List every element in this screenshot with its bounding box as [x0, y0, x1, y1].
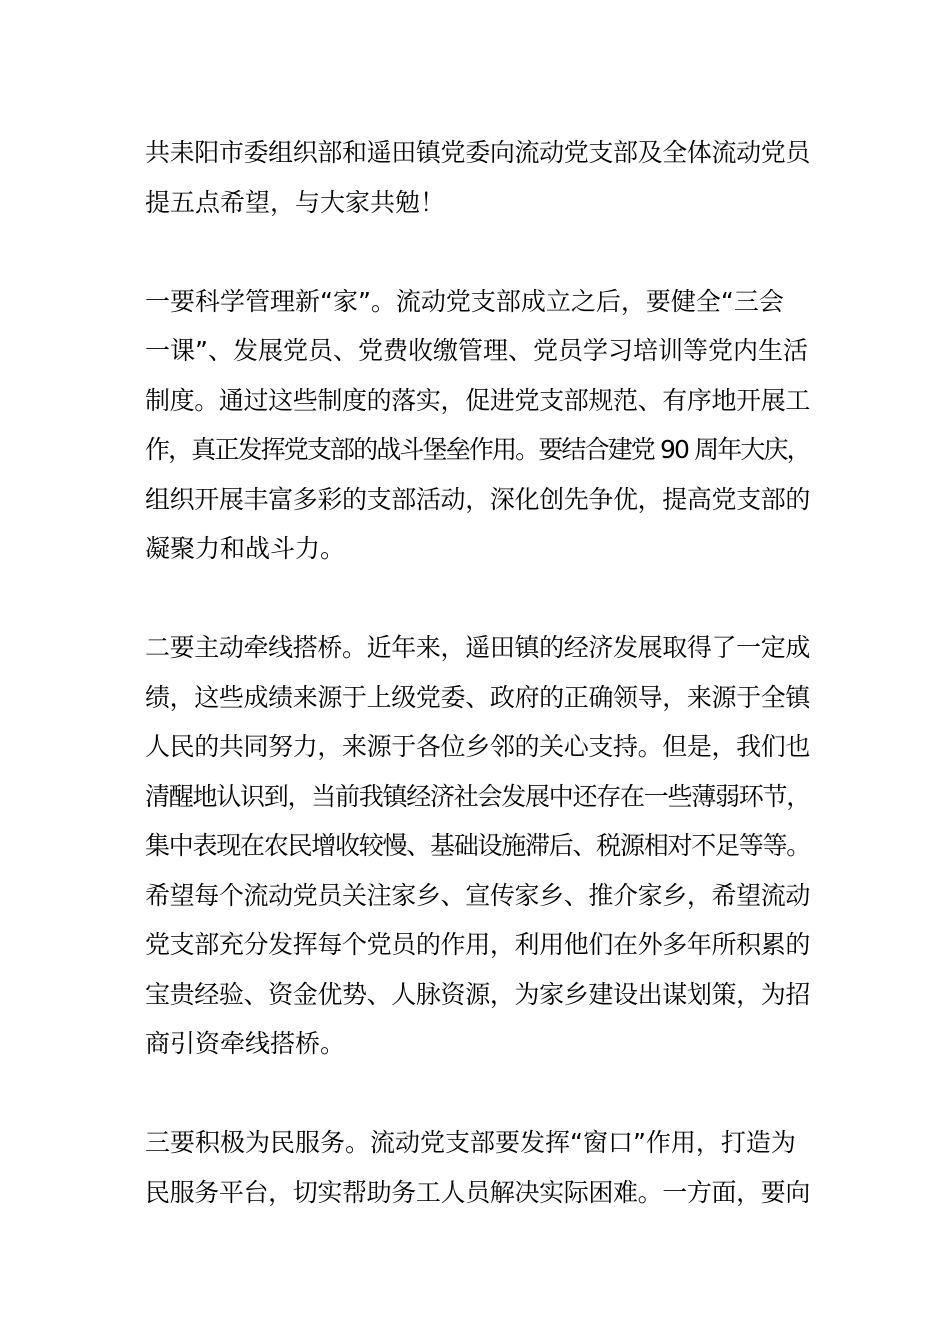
text-line: 宝贵经验、资金优势、人脉资源，为家乡建设出谋划策，为招	[145, 979, 811, 1009]
text-line: 凝聚力和战斗力。	[145, 534, 346, 563]
text-line: 作，真正发挥党支部的战斗堡垒作用。要结合建党 90 周年大庆，	[145, 435, 810, 464]
document-body	[145, 128, 810, 1267]
paragraph-intro	[145, 128, 810, 227]
text-line: 希望每个流动党员关注家乡、宣传家乡、推介家乡，希望流动	[145, 880, 811, 910]
text-line: 一课”、发展党员、党费收缴管理、党员学习培训等党内生活	[145, 336, 808, 365]
paragraph-point-two	[145, 623, 810, 1069]
text-line: 党支部充分发挥每个党员的作用，利用他们在外多年所积累的	[145, 930, 811, 959]
text-line: 集中表现在农民增收较慢、基础设施滞后、税源相对不足等等。	[145, 831, 811, 860]
paragraph-point-one	[145, 277, 810, 574]
text-line: 二要主动牵线搭桥。近年来，遥田镇的经济发展取得了一定成	[145, 633, 811, 662]
paragraph-point-three	[145, 1118, 810, 1217]
text-line: 人民的共同努力，来源于各位乡邻的关心支持。但是，我们也	[145, 732, 811, 761]
text-line: 清醒地认识到，当前我镇经济社会发展中还存在一些薄弱环节，	[145, 781, 811, 811]
text-line: 民服务平台，切实帮助务工人员解决实际困难。一方面，要向	[145, 1177, 811, 1207]
text-line: 提五点希望，与大家共勉！	[145, 187, 446, 217]
text-line: 共耒阳市委组织部和遥田镇党委向流动党支部及全体流动党员	[145, 138, 811, 167]
text-line: 组织开展丰富多彩的支部活动，深化创先争优，提高党支部的	[145, 484, 811, 514]
text-line: 一要科学管理新“家”。流动党支部成立之后，要健全“三会	[145, 286, 784, 316]
text-line: 三要积极为民服务。流动党支部要发挥“窗口”作用，打造为	[145, 1128, 796, 1157]
text-line: 商引资牵线搭桥。	[145, 1029, 346, 1058]
text-line: 制度。通过这些制度的落实，促进党支部规范、有序地开展工	[145, 385, 811, 415]
text-line: 绩，这些成绩来源于上级党委、政府的正确领导，来源于全镇	[145, 682, 811, 712]
